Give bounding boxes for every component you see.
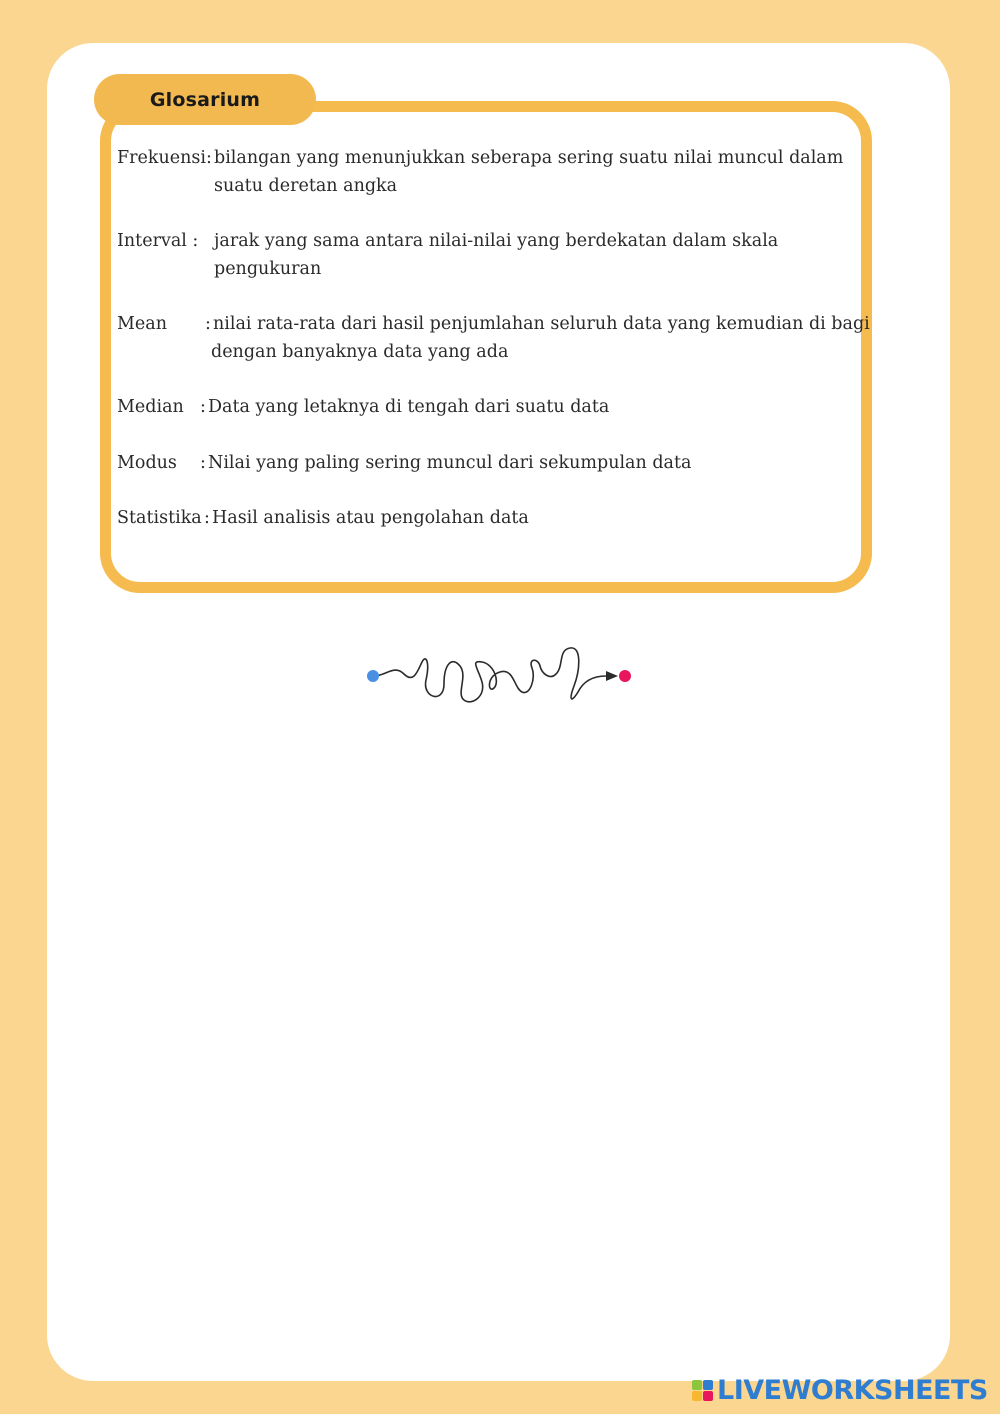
glossary-colon: : — [205, 314, 211, 334]
squiggle-arrow-decoration — [360, 640, 640, 712]
end-dot — [619, 670, 631, 682]
glossary-title-tab — [94, 74, 316, 125]
liveworksheets-logo[interactable] — [692, 1374, 988, 1406]
glossary-definition-line: Data yang letaknya di tengah dari suatu data — [208, 397, 610, 417]
brand-mark-icon — [692, 1380, 713, 1401]
arrowhead-icon — [606, 671, 618, 681]
glossary-definition-line: nilai rata-rata dari hasil penjumlahan seluruh data yang kemudian di bagi — [213, 314, 870, 334]
glossary-definition-line: Nilai yang paling sering muncul dari sekumpulan data — [208, 453, 692, 473]
glossary-definition-line: jarak yang sama antara nilai-nilai yang berdekatan dalam skala — [214, 231, 779, 251]
glossary-term: Median — [117, 397, 184, 417]
glossary-definition-line: pengukuran — [214, 259, 322, 279]
glossary-definition-line: Hasil analisis atau pengolahan data — [212, 508, 529, 528]
glossary-title: Glosarium — [149, 88, 261, 111]
glossary-colon: : — [204, 508, 210, 528]
glossary-definition-line: bilangan yang menunjukkan seberapa sering suatu nilai muncul dalam — [214, 148, 844, 168]
glossary-term: Interval : — [117, 231, 199, 251]
start-dot — [367, 670, 379, 682]
glossary-colon: : — [200, 453, 206, 473]
glossary-colon: : — [200, 397, 206, 417]
glossary-term: Statistika — [117, 508, 202, 528]
glossary-definition-line: dengan banyaknya data yang ada — [211, 342, 509, 362]
squiggle-line — [374, 648, 606, 702]
glossary-term: Modus — [117, 453, 177, 473]
glossary-term: Mean — [117, 314, 167, 334]
glossary-term: Frekuensi — [117, 148, 206, 168]
brand-name: LIVEWORKSHEETS — [717, 1374, 988, 1406]
glossary-definition-line: suatu deretan angka — [214, 176, 398, 196]
glossary-colon: : — [206, 148, 212, 168]
